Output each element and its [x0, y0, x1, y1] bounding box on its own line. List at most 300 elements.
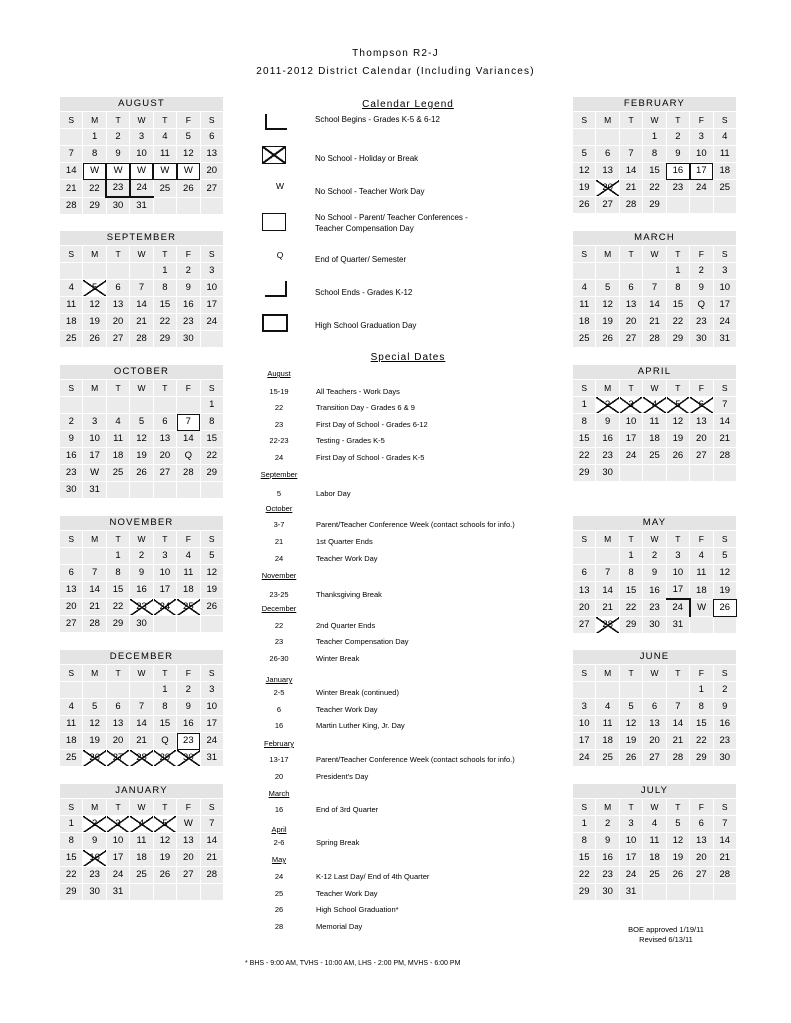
calendar-day: 24 [690, 180, 713, 197]
calendar-day [200, 331, 223, 348]
legend-text: No School - Holiday or Break [315, 154, 419, 163]
calendar-day: 8 [573, 833, 596, 850]
calendar-day [153, 197, 176, 215]
calendar-day: 27 [643, 750, 666, 767]
calendar-day: 10 [130, 146, 153, 163]
weekday-header: W [130, 531, 153, 548]
calendar-day: 17 [153, 582, 176, 599]
calendar-day: 29 [200, 465, 223, 482]
calendar-week [60, 465, 224, 482]
calendar-day: 1 [153, 682, 176, 699]
weekday-header: T [619, 112, 642, 129]
calendar-day: 9 [177, 280, 200, 297]
weekday-header: S [60, 531, 83, 548]
calendar-week [60, 850, 224, 867]
calendar-day: 8 [666, 280, 689, 297]
calendar-day: 20 [153, 448, 176, 465]
calendar-day [200, 616, 223, 633]
calendar-day: 25 [643, 448, 666, 465]
calendar-day: 31 [130, 197, 153, 215]
work-day-symbol: W [275, 181, 285, 191]
calendar-day: 7 [643, 280, 666, 297]
calendar-day: 1 [200, 397, 223, 414]
calendar-day: 14 [643, 297, 666, 314]
calendar-day: 18 [60, 733, 83, 750]
calendar-week [573, 263, 737, 280]
weekday-header: M [83, 531, 106, 548]
calendar-week [573, 397, 737, 414]
calendar-day: W [177, 163, 200, 180]
calendar-day: 11 [106, 431, 129, 448]
calendar-day: 9 [666, 146, 689, 163]
weekday-header: T [153, 531, 176, 548]
calendar-day [177, 482, 200, 499]
calendar-week [60, 331, 224, 348]
calendar-week [60, 582, 224, 599]
calendar-title: 2011-2012 District Calendar (Including Variances) [256, 66, 535, 77]
calendar-week [60, 548, 224, 565]
calendar-day: 3 [106, 816, 129, 833]
calendar-day: 13 [177, 833, 200, 850]
calendar-week [573, 850, 737, 867]
calendar-day: 20 [619, 314, 642, 331]
special-date-description: All Teachers - Work Days [316, 387, 400, 396]
calendar-day: 26 [83, 750, 106, 767]
calendar-day: 26 [200, 599, 223, 616]
legend-holiday [260, 146, 560, 176]
calendar-day: 18 [643, 850, 666, 867]
calendar-day [573, 682, 596, 699]
calendar-day: 4 [573, 280, 596, 297]
calendar-day: 13 [690, 414, 713, 431]
calendar-day: 25 [153, 180, 176, 198]
weekday-header: W [130, 112, 153, 129]
calendar-day [619, 682, 642, 699]
special-date-range: 26 [274, 905, 284, 914]
weekday-header: F [177, 665, 200, 682]
calendar-day [83, 682, 106, 699]
calendar-november [59, 515, 224, 633]
calendar-week [573, 146, 737, 163]
calendar-day: 6 [690, 816, 713, 833]
calendar-day: 26 [596, 331, 619, 348]
calendar-day [690, 197, 713, 214]
calendar-day [177, 616, 200, 633]
legend-graduation [260, 314, 560, 344]
calendar-day: 18 [177, 582, 200, 599]
calendar-day: 24 [106, 867, 129, 884]
calendar-day: 15 [153, 716, 176, 733]
weekday-header: S [200, 246, 223, 263]
calendar-week [60, 750, 224, 767]
calendar-day: 28 [666, 750, 689, 767]
calendar-week [60, 180, 224, 198]
legend-quarter [260, 248, 560, 278]
calendar-day: 4 [153, 129, 176, 146]
calendar-day: 14 [596, 582, 619, 600]
calendar-week [60, 146, 224, 163]
calendar-day: 28 [713, 867, 736, 884]
calendar-day: 18 [713, 163, 736, 180]
calendar-day: 30 [130, 616, 153, 633]
calendar-day: 20 [690, 431, 713, 448]
calendar-day: 16 [713, 716, 736, 733]
calendar-day [666, 884, 689, 901]
calendar-day: 31 [83, 482, 106, 499]
legend-school-begins [260, 114, 560, 144]
calendar-day: 20 [573, 599, 596, 617]
calendar-day: Q [690, 297, 713, 314]
calendar-day: 12 [83, 716, 106, 733]
calendar-day: 17 [200, 716, 223, 733]
calendar-day: 24 [619, 448, 642, 465]
weekday-header: T [153, 380, 176, 397]
calendar-day: 25 [60, 331, 83, 348]
weekday-header: S [200, 665, 223, 682]
calendar-day: 2 [666, 129, 689, 146]
calendar-day: 8 [619, 565, 642, 582]
calendar-day: 26 [130, 465, 153, 482]
calendar-day: 30 [60, 482, 83, 499]
weekday-header: W [130, 380, 153, 397]
calendar-day [200, 197, 223, 215]
weekday-header: S [573, 112, 596, 129]
calendar-week [573, 867, 737, 884]
calendar-day: 11 [153, 146, 176, 163]
calendar-day: 30 [643, 617, 666, 634]
calendar-day: 19 [83, 314, 106, 331]
calendar-day: 8 [690, 699, 713, 716]
calendar-week [60, 699, 224, 716]
calendar-day: 11 [713, 146, 736, 163]
weekday-header: W [130, 246, 153, 263]
weekday-header: S [573, 380, 596, 397]
calendar-day: 29 [573, 884, 596, 901]
calendar-day [643, 884, 666, 901]
calendar-day: W [106, 163, 129, 180]
legend-text: High School Graduation Day [315, 321, 417, 330]
calendar-day: 27 [573, 617, 596, 634]
calendar-day: 12 [619, 716, 642, 733]
calendar-day: 26 [713, 599, 736, 617]
calendar-day: 28 [200, 867, 223, 884]
calendar-day [60, 397, 83, 414]
weekday-header: M [83, 665, 106, 682]
calendar-day: 1 [666, 263, 689, 280]
weekday-header: T [619, 246, 642, 263]
weekday-header: M [83, 799, 106, 816]
calendar-week [60, 129, 224, 146]
calendar-day: 22 [106, 599, 129, 616]
special-date-range: 23-25 [269, 590, 289, 599]
quarter-symbol: Q [276, 250, 284, 260]
school-ends-symbol-icon [265, 281, 287, 297]
special-dates-title: Special Dates [370, 352, 446, 363]
calendar-week [573, 331, 737, 348]
special-dates-month: August [267, 369, 291, 378]
calendar-day: 3 [573, 699, 596, 716]
calendar-day: 25 [643, 867, 666, 884]
calendar-day: 8 [153, 280, 176, 297]
calendar-day: 4 [643, 397, 666, 414]
month-name: JULY [573, 784, 737, 799]
special-date-description: First Day of School - Grades K-5 [316, 453, 425, 462]
calendar-day: 13 [106, 297, 129, 314]
special-date-description: K-12 Last Day/ End of 4th Quarter [316, 872, 430, 881]
special-date-range: 15-19 [269, 387, 289, 396]
calendar-october [59, 364, 224, 499]
calendar-day: 4 [596, 699, 619, 716]
calendar-day: 22 [666, 314, 689, 331]
calendar-week [60, 414, 224, 431]
calendar-day: 2 [60, 414, 83, 431]
calendar-day: 19 [666, 850, 689, 867]
calendar-day: 22 [619, 599, 642, 617]
calendar-day: 27 [619, 331, 642, 348]
calendar-day: 8 [153, 699, 176, 716]
calendar-day: 17 [713, 297, 736, 314]
calendar-day: 28 [713, 448, 736, 465]
calendar-day: 16 [643, 582, 666, 600]
weekday-header: T [153, 665, 176, 682]
special-date-range: 20 [274, 772, 284, 781]
calendar-day: 20 [643, 733, 666, 750]
calendar-day: 29 [666, 331, 689, 348]
calendar-day: 17 [690, 163, 713, 180]
special-dates-month: January [265, 675, 293, 684]
calendar-day [130, 682, 153, 699]
legend-text: End of Quarter/ Semester [315, 255, 407, 264]
calendar-day: 3 [713, 263, 736, 280]
calendar-day: 10 [619, 414, 642, 431]
calendar-day: 19 [573, 180, 596, 197]
calendar-day: 21 [713, 850, 736, 867]
calendar-day: 9 [177, 699, 200, 716]
month-name: MAY [573, 516, 737, 531]
calendar-day: 5 [200, 548, 223, 565]
special-date-description: First Day of School - Grades 6-12 [316, 420, 428, 429]
weekday-header: W [130, 799, 153, 816]
calendar-day: 12 [83, 297, 106, 314]
calendar-day [619, 129, 642, 146]
weekday-header: T [666, 799, 689, 816]
calendar-day: 17 [573, 733, 596, 750]
legend-school-ends [260, 281, 560, 311]
calendar-day: 11 [130, 833, 153, 850]
calendar-day: 23 [713, 733, 736, 750]
weekday-header: T [106, 531, 129, 548]
calendar-day: 22 [573, 867, 596, 884]
calendar-day: 12 [666, 833, 689, 850]
weekday-header: T [106, 380, 129, 397]
calendar-day: 12 [200, 565, 223, 582]
weekday-header: S [60, 665, 83, 682]
calendar-day: 7 [130, 699, 153, 716]
weekday-header: F [690, 665, 713, 682]
weekday-header: F [177, 799, 200, 816]
legend-text: Teacher Compensation Day [315, 224, 414, 233]
calendar-day: 14 [619, 163, 642, 180]
weekday-header: S [60, 246, 83, 263]
weekday-header: T [666, 531, 689, 548]
weekday-header: T [619, 799, 642, 816]
special-date-description: 1st Quarter Ends [316, 537, 373, 546]
calendar-day: 6 [573, 565, 596, 582]
legend-text: No School - Teacher Work Day [315, 187, 425, 196]
special-date-range: 24 [274, 453, 284, 462]
calendar-day: 3 [666, 548, 689, 565]
calendar-day: 10 [106, 833, 129, 850]
special-date-range: 24 [274, 872, 284, 881]
calendar-day: 23 [83, 867, 106, 884]
special-date-range: 28 [274, 922, 284, 931]
calendar-day [596, 682, 619, 699]
calendar-day: 7 [619, 146, 642, 163]
calendar-day [619, 465, 642, 482]
calendar-week [60, 263, 224, 280]
weekday-header: M [596, 246, 619, 263]
calendar-day: 9 [713, 699, 736, 716]
calendar-day: 14 [60, 163, 83, 180]
calendar-day: 29 [153, 750, 176, 767]
calendar-day [130, 482, 153, 499]
weekday-header: S [573, 246, 596, 263]
calendar-day: 18 [690, 582, 713, 600]
calendar-day [690, 617, 713, 634]
calendar-day: 3 [619, 816, 642, 833]
calendar-day: 24 [619, 867, 642, 884]
calendar-day: 13 [200, 146, 223, 163]
calendar-day: 9 [60, 431, 83, 448]
calendar-june [572, 649, 737, 767]
weekday-header: T [666, 665, 689, 682]
calendar-day: 1 [153, 263, 176, 280]
calendar-day: 7 [713, 816, 736, 833]
calendar-day [60, 129, 83, 146]
calendar-day: 24 [200, 314, 223, 331]
calendar-day: 19 [200, 582, 223, 599]
calendar-day: 27 [60, 616, 83, 633]
calendar-day: W [690, 599, 713, 617]
calendar-day: 28 [60, 197, 83, 215]
month-name: AUGUST [60, 97, 224, 112]
calendar-day: 9 [596, 414, 619, 431]
calendar-day: 24 [573, 750, 596, 767]
calendar-day: 11 [60, 297, 83, 314]
weekday-header: T [153, 799, 176, 816]
calendar-day: 13 [690, 833, 713, 850]
weekday-header: F [690, 531, 713, 548]
calendar-day: 24 [713, 314, 736, 331]
weekday-header: T [153, 246, 176, 263]
calendar-week [573, 699, 737, 716]
calendar-day [60, 263, 83, 280]
weekday-header: M [596, 665, 619, 682]
calendar-week [60, 565, 224, 582]
calendar-day: 8 [643, 146, 666, 163]
weekday-header: T [106, 799, 129, 816]
calendar-day: 15 [619, 582, 642, 600]
calendar-day: 22 [200, 448, 223, 465]
calendar-day: 9 [83, 833, 106, 850]
calendar-day: 9 [596, 833, 619, 850]
weekday-header: W [643, 112, 666, 129]
special-dates-month: November [261, 571, 297, 580]
calendar-april [572, 364, 737, 482]
calendar-day: 10 [573, 716, 596, 733]
calendar-day: W [83, 163, 106, 180]
calendar-day: 19 [83, 733, 106, 750]
calendar-day: 13 [573, 582, 596, 600]
special-date-description: Parent/Teacher Conference Week (contact schools for info.) [316, 520, 515, 529]
weekday-header: F [177, 246, 200, 263]
calendar-day: 21 [596, 599, 619, 617]
calendar-day [106, 682, 129, 699]
calendar-day: 6 [200, 129, 223, 146]
calendar-day [666, 465, 689, 482]
calendar-day: 10 [200, 280, 223, 297]
calendar-day [596, 548, 619, 565]
special-dates-month: December [261, 604, 297, 613]
calendar-day [596, 129, 619, 146]
calendar-day: 19 [713, 582, 736, 600]
calendar-day: 8 [60, 833, 83, 850]
calendar-week [573, 297, 737, 314]
special-date-range: 22-23 [269, 436, 289, 445]
calendar-day: 7 [130, 280, 153, 297]
special-date-range: 24 [274, 554, 284, 563]
special-date-description: Martin Luther King, Jr. Day [316, 721, 405, 730]
calendar-day: 14 [666, 716, 689, 733]
weekday-header: F [690, 799, 713, 816]
calendar-day: 28 [619, 197, 642, 214]
special-date-description: Testing - Grades K-5 [316, 436, 385, 445]
special-date-description: Winter Break [316, 654, 360, 663]
calendar-day: 10 [200, 699, 223, 716]
calendar-day: 4 [130, 816, 153, 833]
calendar-week [573, 414, 737, 431]
special-date-description: 2nd Quarter Ends [316, 621, 376, 630]
calendar-day: 14 [713, 833, 736, 850]
calendar-day: 5 [177, 129, 200, 146]
calendar-week [573, 280, 737, 297]
calendar-december [59, 649, 224, 767]
calendar-day: 1 [60, 816, 83, 833]
calendar-day [666, 197, 689, 214]
calendar-day: 3 [200, 682, 223, 699]
calendar-day: 12 [573, 163, 596, 180]
calendar-day: 15 [153, 297, 176, 314]
calendar-day: 15 [643, 163, 666, 180]
calendar-week [573, 599, 737, 617]
calendar-day: 5 [713, 548, 736, 565]
special-date-range: 22 [274, 403, 284, 412]
calendar-day: 29 [643, 197, 666, 214]
calendar-week [60, 297, 224, 314]
calendar-day: 6 [60, 565, 83, 582]
weekday-header: S [60, 380, 83, 397]
calendar-day: 16 [177, 297, 200, 314]
calendar-day: 23 [596, 867, 619, 884]
calendar-day: 1 [690, 682, 713, 699]
calendar-day: 2 [130, 548, 153, 565]
calendar-day: 10 [153, 565, 176, 582]
weekday-header: S [713, 531, 736, 548]
month-name: DECEMBER [60, 650, 224, 665]
calendar-day: 2 [596, 816, 619, 833]
calendar-day [153, 884, 176, 901]
calendar-day: 16 [60, 448, 83, 465]
